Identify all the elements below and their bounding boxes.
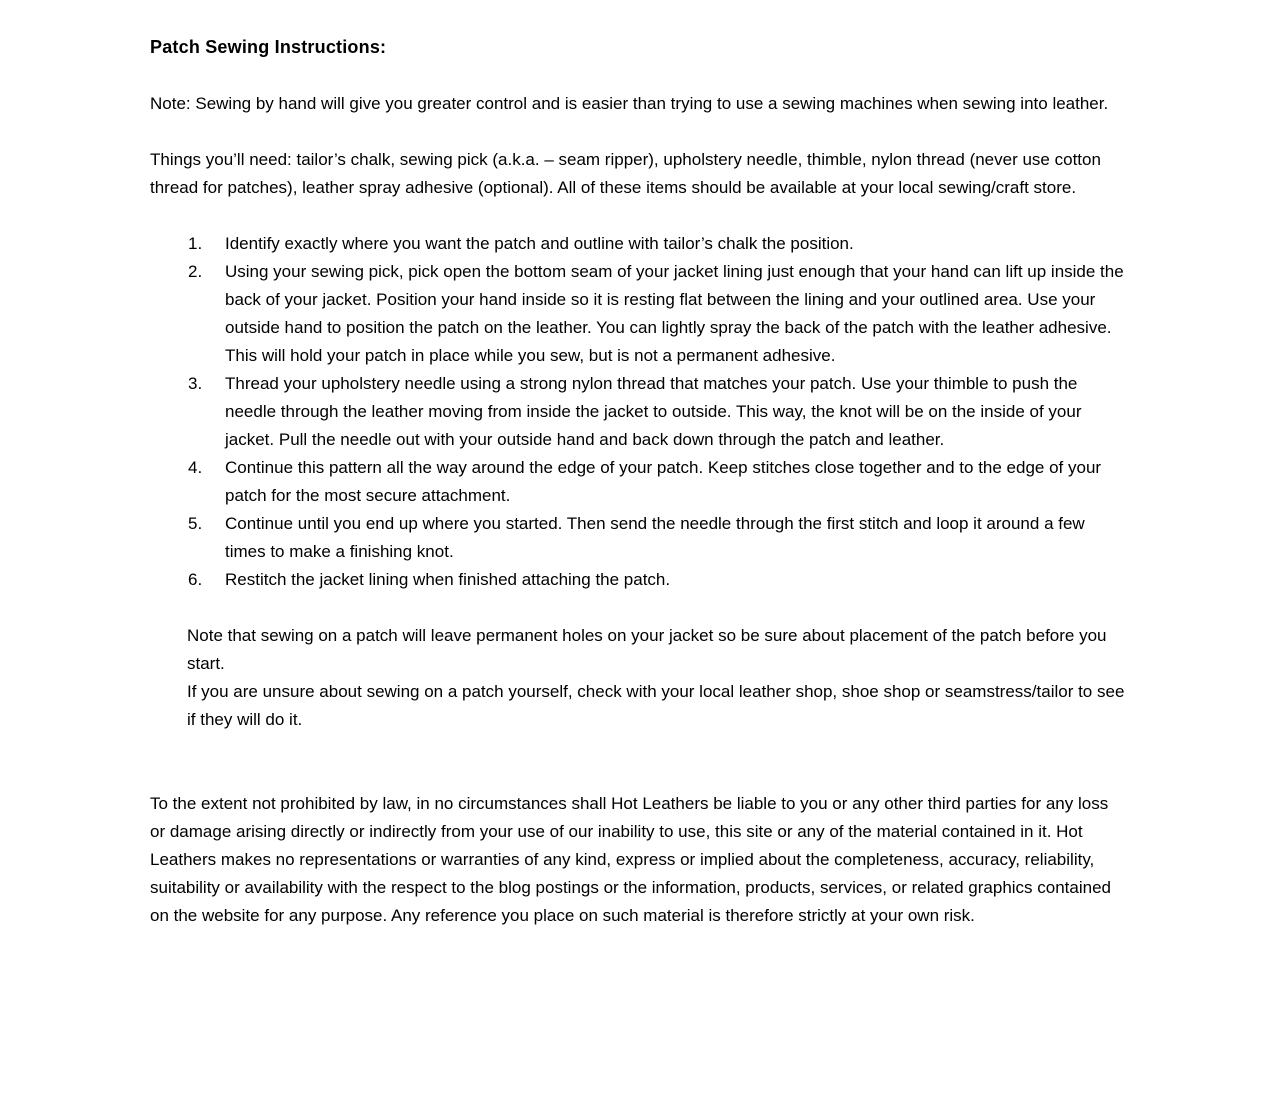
supplies-paragraph: Things you’ll need: tailor’s chalk, sewing pick (a.k.a. – seam ripper), upholstery needle, thimble, nylon thread (never use cotton thread for patches), leather spray adhesive (optional). All of these items should be available at your local sewing/craft store.: [150, 150, 1101, 197]
step-item-2: Using your sewing pick, pick open the bottom seam of your jacket lining just enough that your hand can lift up inside the back of your jacket. Position your hand inside so it is resting flat between the lining and your outlined area. Use your outside hand to position the patch on the leather. You can lightly spray the back of the patch with the leather adhesive. This will hold your patch in place while you sew, but is not a permanent adhesive.: [225, 262, 1124, 365]
step-item-4: Continue this pattern all the way around the edge of your patch. Keep stitches close together and to the edge of your patch for the most secure attachment.: [225, 458, 1102, 505]
intro-note-paragraph: Note: Sewing by hand will give you greater control and is easier than trying to use a sewing machines when sewing into leather.: [150, 94, 1109, 113]
step-item-5: Continue until you end up where you started. Then send the needle through the first stitch and loop it around a few times to make a finishing knot.: [225, 514, 1085, 561]
disclaimer-paragraph: To the extent not prohibited by law, in no circumstances shall Hot Leathers be liable to you or any other third parties for any loss or damage arising directly or indirectly from your use of our inability to use, this site or any of the material contained in it. Hot Leathers makes no representations or warranties of any kind, express or implied about the completeness, accuracy, reliability, suitability or availability with the respect to the blog postings or the information, products, services, or related graphics contained on the website for any purpose. Any reference you place on such material is therefore strictly at your own risk.: [150, 794, 1111, 925]
step-item-3: Thread your upholstery needle using a strong nylon thread that matches your patch. Use your thimble to push the needle through the leather moving from inside the jacket to outside. This way, the knot will be on the inside of your jacket. Pull the needle out with your outside hand and back down through the patch and leather.: [225, 374, 1082, 449]
instruction-steps-list: [150, 230, 1128, 594]
step-item-6: Restitch the jacket lining when finished attaching the patch.: [225, 570, 671, 589]
document-title: Patch Sewing Instructions:: [150, 37, 387, 57]
notes-block: [187, 622, 1128, 734]
unsure-note-paragraph: If you are unsure about sewing on a patch yourself, check with your local leather shop, shoe shop or seamstress/tailor to see if they will do it.: [187, 682, 1125, 729]
placement-note-paragraph: Note that sewing on a patch will leave permanent holes on your jacket so be sure about placement of the patch before you start.: [187, 626, 1107, 673]
step-item-1: Identify exactly where you want the patch and outline with tailor’s chalk the position.: [225, 234, 854, 253]
